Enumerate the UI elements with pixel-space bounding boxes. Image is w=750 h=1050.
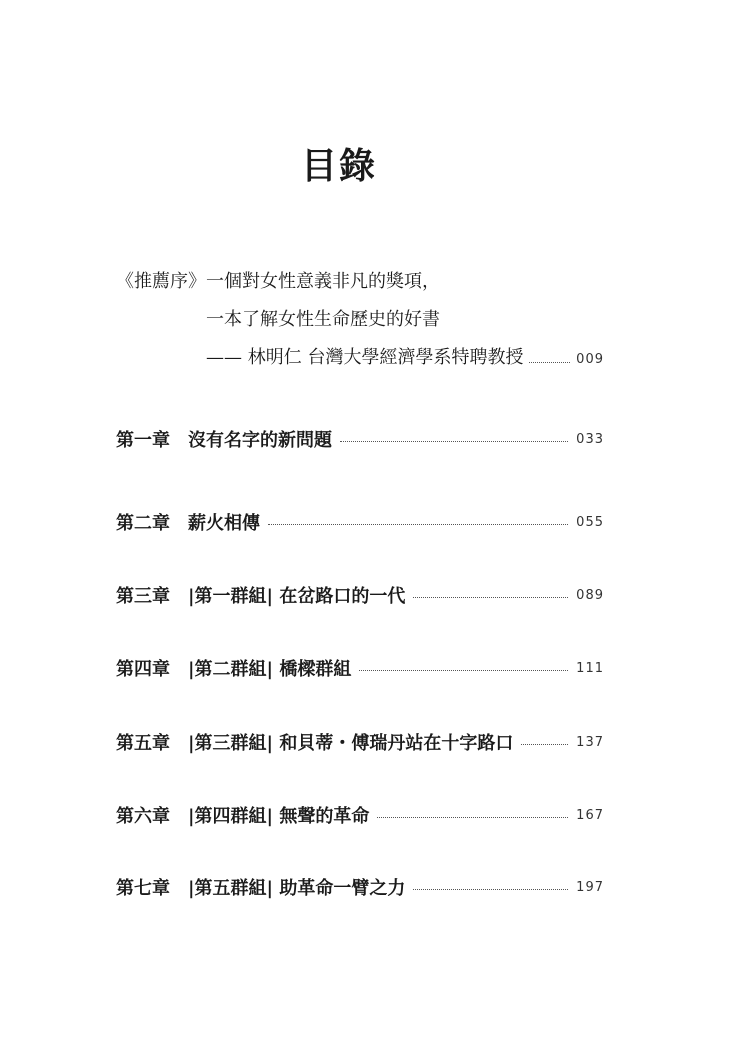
- dot-leader: [413, 597, 568, 598]
- dot-leader: [377, 817, 568, 818]
- chapter-title: |第五群組| 助革命一臂之力: [188, 878, 406, 899]
- chapter-title: |第四群組| 無聲的革命: [188, 806, 370, 827]
- preface-line-2: 一本了解女性生命歷史的好書: [206, 309, 440, 330]
- toc-entry-chapter-4[interactable]: [116, 653, 604, 683]
- dot-leader: [413, 889, 568, 890]
- dot-leader: [340, 441, 568, 442]
- chapter-number: 第四章: [116, 659, 170, 680]
- chapter-number: 第一章: [116, 430, 170, 451]
- toc-entry-chapter-1[interactable]: [116, 424, 604, 454]
- chapter-title: 薪火相傳: [188, 513, 260, 534]
- page-number: 167: [576, 807, 604, 823]
- chapter-number: 第七章: [116, 878, 170, 899]
- dot-leader: [268, 524, 568, 525]
- preface-label: 《推薦序》: [116, 271, 206, 292]
- preface-author: —— 林明仁 台灣大學經濟學系特聘教授: [206, 347, 524, 368]
- page-number: 197: [576, 879, 604, 895]
- chapter-number: 第六章: [116, 806, 170, 827]
- chapter-number: 第二章: [116, 513, 170, 534]
- page-number: 055: [576, 514, 604, 530]
- toc-entry-chapter-6[interactable]: [116, 800, 604, 830]
- dot-leader: [521, 744, 568, 745]
- toc-entry-chapter-5[interactable]: [116, 727, 604, 757]
- page-number: 089: [576, 587, 604, 603]
- chapter-number: 第三章: [116, 586, 170, 607]
- preface-row-1: [116, 268, 606, 296]
- preface-row-2: [116, 306, 606, 334]
- toc-entry-chapter-3[interactable]: [116, 580, 604, 610]
- chapter-title: 沒有名字的新問題: [188, 430, 332, 451]
- preface-line-1: 一個對女性意義非凡的獎項，: [206, 271, 440, 292]
- dot-leader: [529, 362, 570, 363]
- page-number: 137: [576, 734, 604, 750]
- page-number: 033: [576, 431, 604, 447]
- dot-leader: [359, 670, 568, 671]
- page-title: 目錄: [300, 145, 377, 187]
- page-number: 009: [576, 352, 604, 367]
- page-number: 111: [576, 660, 604, 676]
- chapter-title: |第三群組| 和貝蒂・傅瑞丹站在十字路口: [188, 733, 514, 754]
- toc-entry-chapter-2[interactable]: [116, 507, 604, 537]
- chapter-title: |第一群組| 在岔路口的一代: [188, 586, 406, 607]
- chapter-title: |第二群組| 橋樑群組: [188, 659, 352, 680]
- preface-row-3: [116, 344, 606, 372]
- chapter-number: 第五章: [116, 733, 170, 754]
- toc-entry-chapter-7[interactable]: [116, 872, 604, 902]
